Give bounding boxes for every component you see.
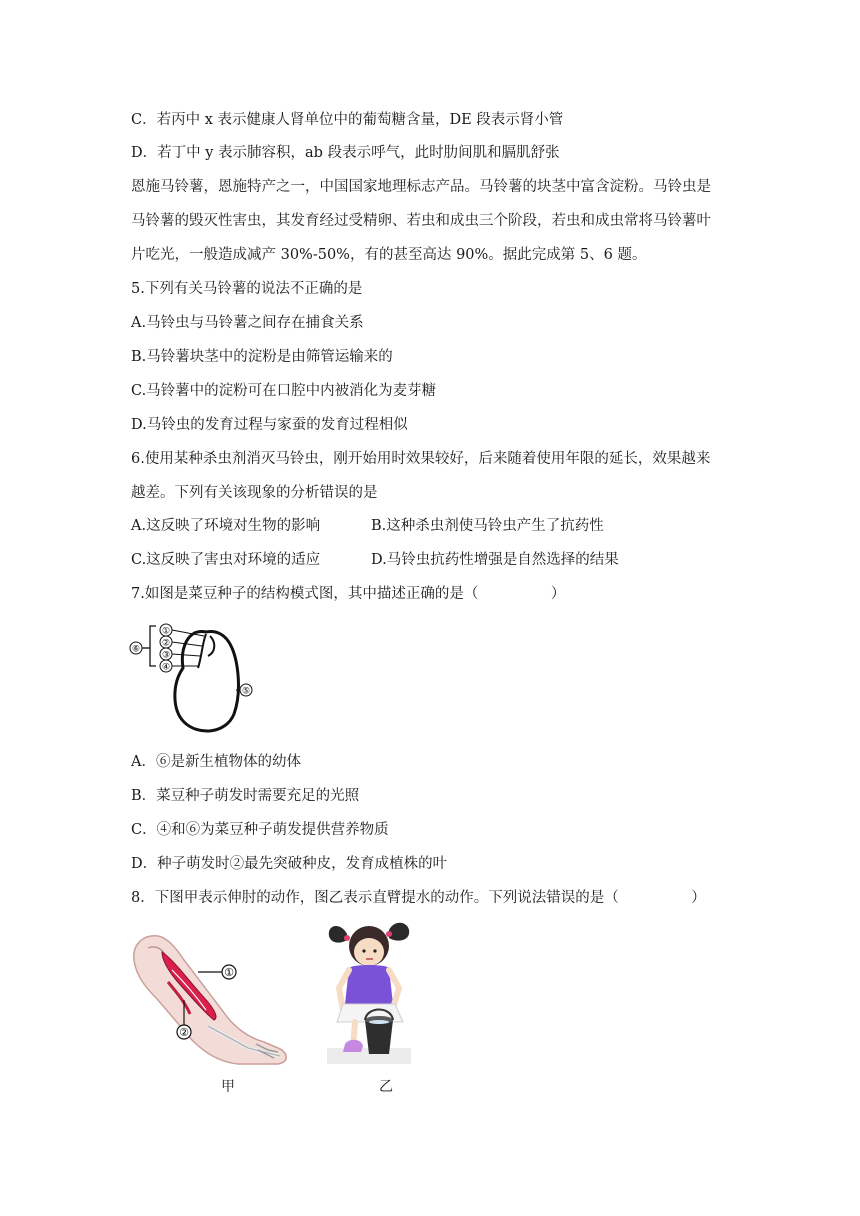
- q6-option-a: A.这反映了环境对生物的影响: [131, 518, 321, 534]
- q7-option-a: A．⑥是新生植物体的幼体: [131, 754, 301, 770]
- q6-option-b: B.这种杀虫剂使马铃虫产生了抗药性: [371, 518, 604, 534]
- q5-option-d: D.马铃虫的发育过程与家蚕的发育过程相似: [131, 417, 408, 433]
- q7-option-c: C．④和⑥为菜豆种子萌发提供营养物质: [131, 822, 389, 838]
- seed-label-5: ⑤: [241, 686, 251, 697]
- option-c-kidney: C．若丙中 x 表示健康人肾单位中的葡萄糖含量，DE 段表示肾小管: [131, 112, 564, 128]
- option-d-lung: D．若丁中 y 表示肺容积，ab 段表示呼气，此时肋间肌和膈肌舒张: [131, 145, 560, 161]
- arm-label-1: ①: [224, 966, 234, 979]
- bean-seed-diagram: [128, 618, 268, 742]
- passage-line-3: 片吃光，一般造成减产 30%-50%，有的甚至高达 90%。据此完成第 5、6 题。: [131, 247, 647, 263]
- q7-option-d: D．种子萌发时②最先突破种皮，发育成植株的叶: [131, 856, 448, 872]
- passage-line-2: 马铃薯的毁灭性害虫，其发育经过受精卵、若虫和成虫三个阶段，若虫和成虫常将马铃薯叶: [131, 213, 711, 229]
- question-5: 5.下列有关马铃薯的说法不正确的是: [131, 281, 363, 297]
- seed-label-6: ⑥: [131, 644, 141, 655]
- question-8: 8．下图甲表示伸肘的动作，图乙表示直臂提水的动作。下列说法错误的是（ ）: [131, 890, 706, 906]
- q5-option-b: B.马铃薯块茎中的淀粉是由筛管运输来的: [131, 349, 393, 365]
- seed-label-4: ④: [161, 662, 171, 673]
- seed-label-3: ③: [161, 650, 171, 661]
- question-6-line-2: 越差。下列有关该现象的分析错误的是: [131, 485, 378, 501]
- arm-extension-illustration: [128, 930, 294, 1072]
- seed-label-1: ①: [161, 626, 171, 637]
- q5-option-c: C.马铃薯中的淀粉可在口腔中内被消化为麦芽糖: [131, 383, 437, 399]
- passage-line-1: 恩施马铃薯，恩施特产之一，中国国家地理标志产品。马铃薯的块茎中富含淀粉。马铃虫是: [131, 179, 711, 195]
- question-6-line-1: 6.使用某种杀虫剂消灭马铃虫，刚开始用时效果较好，后来随着使用年限的延长，效果越来: [131, 451, 711, 467]
- girl-lifting-bucket-illustration: [323, 918, 415, 1066]
- q5-option-a: A.马铃虫与马铃薯之间存在捕食关系: [131, 315, 364, 331]
- figure-caption-jia: 甲: [221, 1079, 235, 1095]
- q7-option-b: B．菜豆种子萌发时需要充足的光照: [131, 788, 360, 804]
- q6-option-c: C.这反映了害虫对环境的适应: [131, 552, 321, 568]
- question-7: 7.如图是菜豆种子的结构模式图，其中描述正确的是（ ）: [131, 586, 566, 602]
- seed-label-2: ②: [161, 638, 171, 649]
- figure-caption-yi: 乙: [379, 1079, 393, 1095]
- arm-label-2: ②: [179, 1026, 189, 1039]
- q6-option-d: D.马铃虫抗药性增强是自然选择的结果: [371, 552, 619, 568]
